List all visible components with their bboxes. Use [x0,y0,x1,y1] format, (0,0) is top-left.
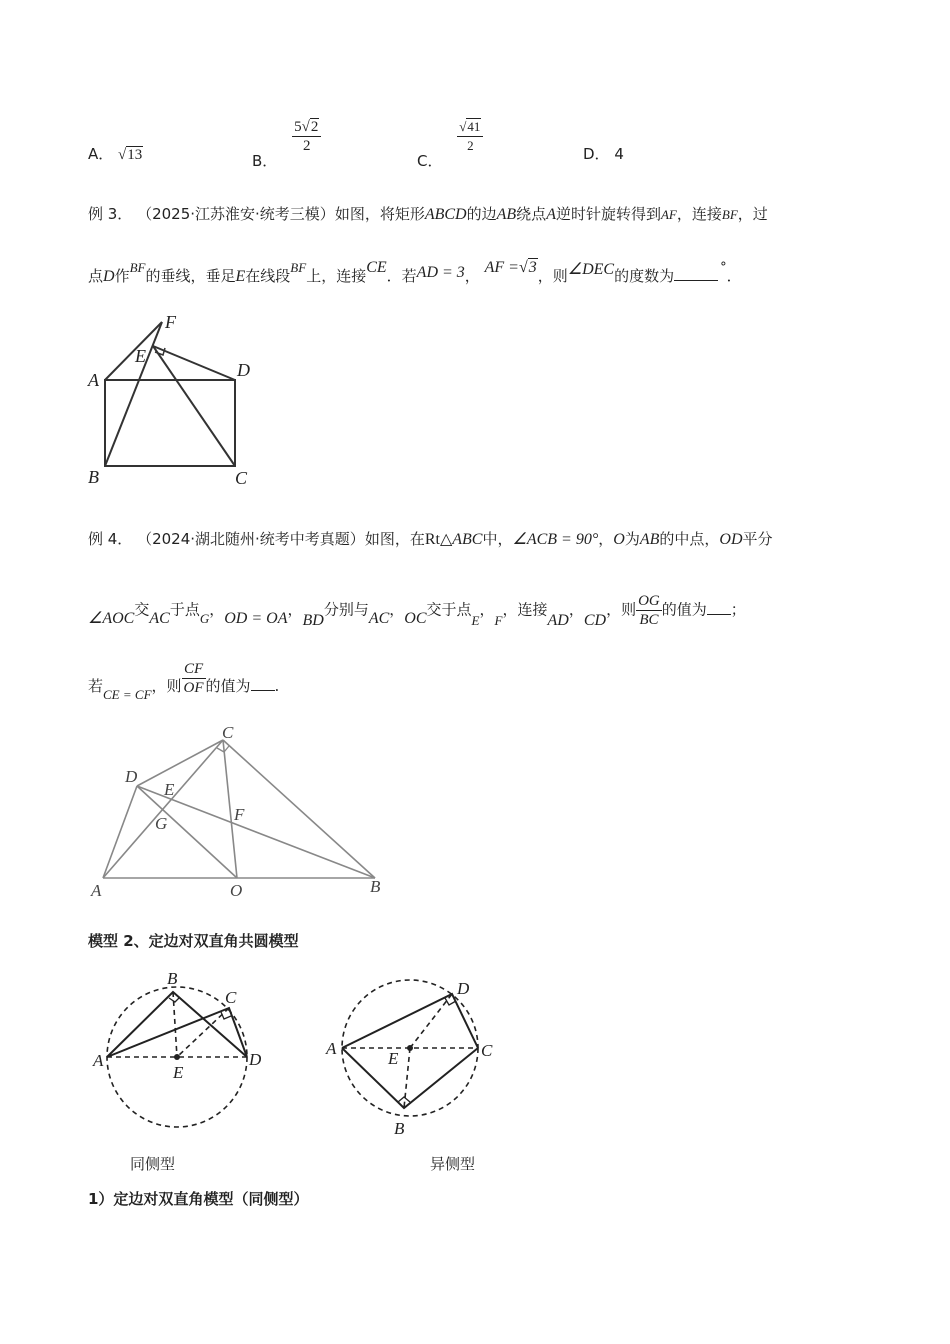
ex3-text: 点 [88,267,104,285]
ex3-text: ．若 [386,267,417,285]
ex3-text: 在线段 [245,267,291,285]
ex4-text: ， [287,600,303,619]
ex3-text: ． [726,267,742,285]
fig2-segment-ed [410,994,452,1048]
ex4-text: 交于点 [426,600,472,619]
ex4-figure [85,722,395,907]
ex4-text: ，连接 [502,600,548,619]
ex3-label-c: C [235,468,248,488]
ex3-e: E [235,268,246,285]
ex4-text: ，则 [151,676,182,695]
ex4-text: ，则 [606,600,637,619]
option-a [88,143,143,164]
ex3-bf: BF [290,260,307,275]
option-b-denominator: 2 [302,138,311,154]
ex3-ce: CE [366,259,387,276]
ex4-text: 分别与 [323,600,369,619]
option-c-numerator: √41 [457,118,483,137]
ex3-text: 作 [114,267,130,285]
ex4-segment-ad [103,786,137,878]
fig2-label-a: A [326,1039,337,1058]
ex4-text: ， [479,600,495,619]
option-a-radicand: 13 [127,147,143,163]
ex3-abcd: ABCD [424,206,467,223]
ex4-label-e: E [164,780,175,799]
fig2-caption: 异侧型 [430,1155,476,1173]
option-d-letter: D． [583,145,610,163]
ex3-label-b: B [88,467,99,487]
ex3-line2 [88,259,742,286]
option-a-letter: A． [88,145,114,163]
ex4-o: O [613,531,625,548]
ex4-bd: BD [302,611,324,629]
ex3-text: 的度数为 [614,267,675,285]
fig1-caption: 同侧型 [130,1155,176,1173]
ex3-figure [85,308,260,493]
ex3-af-eq: AF =√3 [484,259,537,276]
option-d [583,143,624,164]
fig2-center-dot [407,1045,413,1051]
option-c-radicand: 41 [467,119,481,134]
ex3-text: 的边 [466,205,497,223]
ex3-ad-eq: AD = 3 [416,264,465,281]
ex4-oc: OC [404,609,427,627]
fig2-triangle-adc [342,994,478,1048]
ex3-af-radicand: 3 [528,259,537,276]
fig1-label-c: C [225,988,237,1007]
ex4-f: F [494,612,503,628]
ex4-label-b: B [370,877,381,896]
ex4-text: ， [209,600,225,619]
ex4-angle-aoc: ∠AOC [88,609,135,627]
fig2-label-e: E [388,1049,399,1068]
ex4-label-g: G [155,814,168,833]
ex3-d: D [103,268,115,285]
option-b-letter: B． [252,152,278,170]
option-a-value: √13 [118,147,143,163]
ex3-text: 逆时针旋转得到 [555,205,661,223]
ex4-bc: BC [639,612,659,628]
ex4-label-d: D [125,767,138,786]
ex4-text: 中， [482,530,513,548]
fig1-segment-ce [177,1008,229,1057]
ex4-fraction-cf-of [182,660,206,697]
model2-fig-opposite-side [320,972,520,1144]
option-b [252,118,321,170]
model2-subheading: 1）定边对双直角模型（同侧型） [88,1190,309,1208]
fig2-triangle-abc [342,1048,478,1108]
ex4-label-c: C [222,723,234,742]
ex4-ad: AD [547,611,569,629]
ex3-line-bf [105,322,162,466]
ex4-e: E [471,612,480,628]
ex3-line-af [105,322,162,380]
fig1-label-b: B [167,969,178,988]
ex4-abc: ABC [452,531,483,548]
ex4-text: ， [389,600,405,619]
ex4-g: G [199,610,210,626]
model2-title: 模型 2、定边对双直角共圆模型 [88,932,299,950]
ex4-text: 如图，在 [364,530,425,548]
fig1-label-a: A [93,1051,104,1070]
ex4-fraction-og-bc [636,592,662,629]
fig2-label-b: B [394,1119,405,1138]
ex3-text: 绕点 [516,205,547,223]
ex3-degree: ° [720,260,727,275]
ex4-text: ； [730,600,746,619]
ex3-text: ， [464,267,480,285]
ex4-ce-eq-cf: CE = CF [103,686,152,702]
ex4-text: 的值为 [205,676,251,695]
ex3-label-d: D [237,360,250,380]
fig2-label-c: C [481,1041,493,1060]
ex3-line1 [88,203,768,224]
ex4-ab: AB [639,531,660,548]
option-c-fraction [457,118,483,155]
ex4-label: 例 4． [88,530,133,548]
option-c [417,118,483,170]
ex4-source: （2024·湖北随州·统考中考真题） [137,530,365,548]
ex4-ac: AC [149,609,170,627]
ex3-text: 上，连接 [306,267,367,285]
ex4-line1 [88,528,773,549]
ex4-cf: CF [182,660,206,679]
ex3-label-e: E [135,346,146,366]
ex4-text: 平分 [742,530,773,548]
ex4-answer-blank-2[interactable] [251,676,275,691]
ex3-ab: AB [496,206,517,223]
ex4-text: 的值为 [661,600,707,619]
option-d-value: 4 [614,145,624,163]
ex4-rt: Rt△ [424,531,453,548]
ex3-bf: BF [129,260,146,275]
ex4-text: 交 [134,600,150,619]
ex3-text: ，连接 [676,205,722,223]
option-c-letter: C． [417,152,443,170]
ex4-of: OF [183,680,204,696]
ex4-text: 若 [88,676,104,695]
ex4-text: . [274,676,280,695]
ex3-af-lhs: AF = [484,259,519,276]
fig2-right-angle-b [398,1097,410,1102]
option-c-denominator: 2 [467,138,474,153]
ex3-source: （2025·江苏淮安·统考三模） [137,205,335,223]
ex3-af: AF [660,207,677,222]
ex4-text: ， [598,530,614,548]
ex4-og: OG [638,593,660,609]
ex3-angle: ∠DEC [567,261,615,278]
ex3-text: ，过 [737,205,768,223]
option-b-radicand: 2 [310,119,319,135]
ex4-text: 于点 [169,600,200,619]
ex4-cd: CD [583,611,607,629]
ex3-label: 例 3． [88,205,133,223]
fig1-center-dot [174,1054,180,1060]
ex4-answer-blank-1[interactable] [707,600,731,615]
ex4-line2 [88,592,746,629]
ex3-bf: BF [721,207,738,222]
option-b-coef: 5 [294,119,302,135]
ex4-segment-cb [223,740,375,878]
fig2-label-d: D [457,979,470,998]
ex4-label-o: O [230,881,243,900]
fig1-right-angle-b [169,997,180,1002]
option-b-numerator: 5√2 [292,118,321,137]
ex4-od: OD [719,531,743,548]
ex3-rectangle [105,380,235,466]
ex4-line3 [88,660,280,702]
ex4-text: ， [568,600,584,619]
ex4-segment-dc [137,740,223,786]
ex4-label-a: A [91,881,102,900]
ex3-a: A [546,206,556,223]
ex4-od-eq-oa: OD = OA [224,609,288,627]
ex4-ac: AC [368,609,390,627]
ex3-answer-blank[interactable] [674,266,718,281]
ex4-angle-acb: ∠ACB = 90° [512,531,599,548]
ex3-label-f: F [165,312,176,332]
fig1-right-angle-c [221,1012,231,1019]
ex4-text: 的中点， [659,530,720,548]
option-b-fraction [292,118,321,155]
ex4-label-f: F [234,805,245,824]
ex3-text: 的垂线，垂足 [145,267,236,285]
model2-fig-same-side [85,960,285,1150]
fig1-label-d: D [249,1050,262,1069]
ex3-text: 如图，将矩形 [334,205,425,223]
fig1-label-e: E [173,1063,184,1082]
ex3-text: ，则 [537,267,568,285]
ex3-label-a: A [88,370,99,390]
ex4-segment-do [137,786,237,878]
ex4-segment-db [137,786,375,878]
ex4-text: 为 [624,530,640,548]
